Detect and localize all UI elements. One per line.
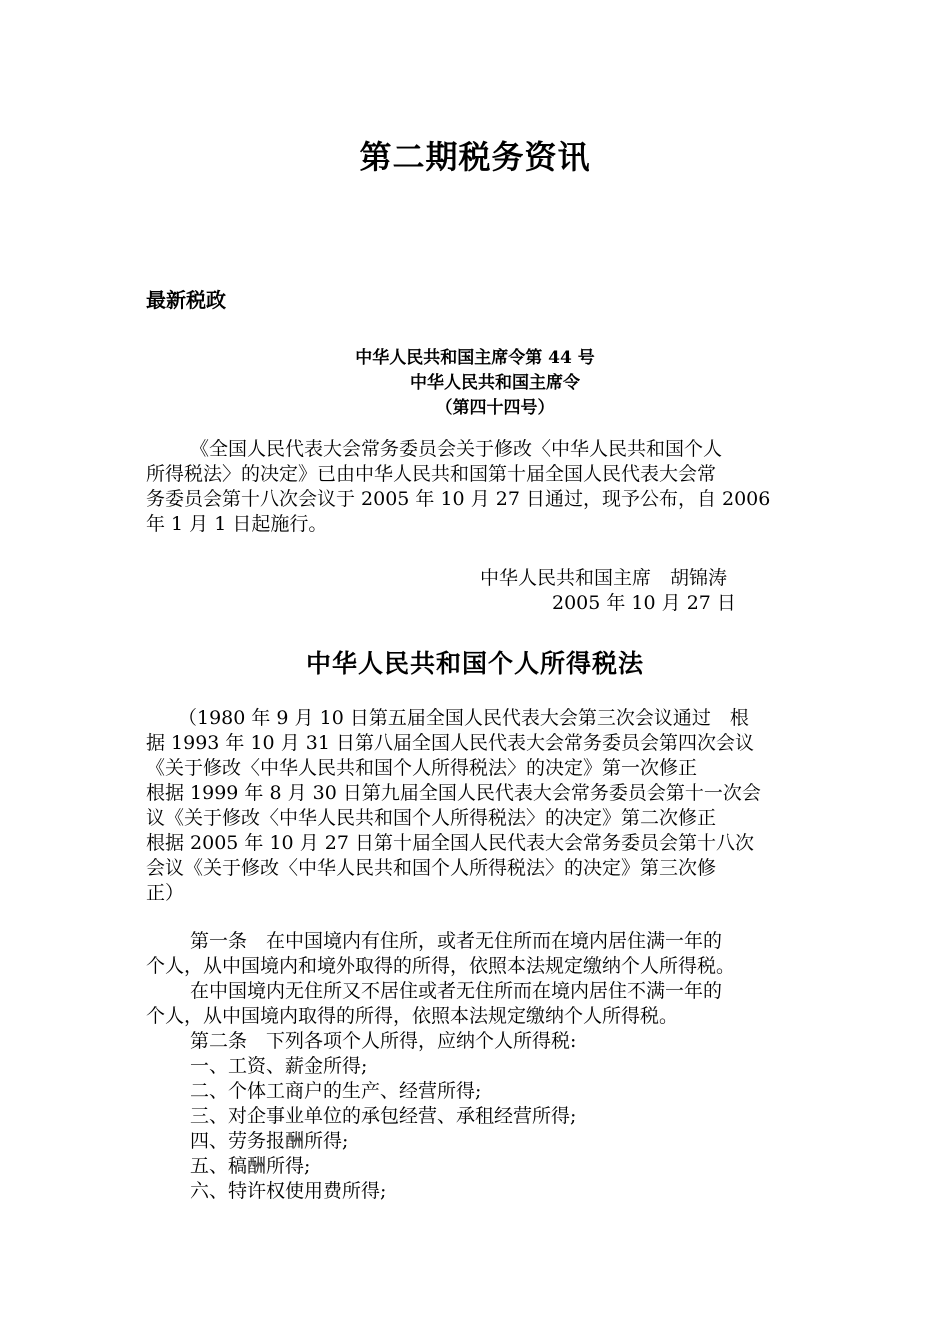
article-line: 第二条 下列各项个人所得，应纳个人所得税: (190, 1030, 577, 1052)
list-item: 二、个体工商户的生产、经营所得; (190, 1080, 482, 1102)
history-line: 据 1993 年 10 月 31 日第八届全国人民代表大会常务委员会第四次会议 (146, 732, 754, 754)
order-number: 中华人民共和国主席令第 44 号 (355, 348, 595, 368)
law-title: 中华人民共和国个人所得税法 (305, 649, 644, 678)
article-line: 第一条 在中国境内有住所，或者无住所而在境内居住满一年的 (190, 930, 723, 952)
announcement-line: 《全国人民代表大会常务委员会关于修改〈中华人民共和国个人 (190, 438, 723, 460)
signature-name: 中华人民共和国主席 胡锦涛 (480, 567, 728, 589)
list-item: 五、稿酬所得; (190, 1155, 311, 1177)
section-heading: 最新税政 (146, 288, 226, 312)
list-item: 六、特许权使用费所得; (190, 1180, 387, 1202)
list-item: 一、工资、薪金所得; (190, 1055, 368, 1077)
order-subheading: （第四十四号） (435, 398, 555, 418)
history-line: （1980 年 9 月 10 日第五届全国人民代表大会第三次会议通过 根 (178, 707, 749, 729)
article-line: 个人，从中国境内和境外取得的所得，依照本法规定缴纳个人所得税。 (146, 955, 736, 977)
history-line: 《关于修改〈中华人民共和国个人所得税法〉的决定》第一次修正 (146, 757, 698, 779)
list-item: 四、劳务报酬所得; (190, 1130, 349, 1152)
article-line: 在中国境内无住所又不居住或者无住所而在境内居住不满一年的 (190, 980, 723, 1002)
announcement-line: 所得税法〉的决定》已由中华人民共和国第十届全国人民代表大会常 (146, 463, 717, 485)
page-title: 第二期税务资讯 (359, 138, 591, 176)
announcement-line: 务委员会第十八次会议于 2005 年 10 月 27 日通过，现予公布，自 2006 (146, 488, 771, 510)
announcement-line: 年 1 月 1 日起施行。 (146, 513, 328, 535)
history-line: 正） (146, 882, 185, 904)
history-line: 根据 2005 年 10 月 27 日第十届全国人民代表大会常务委员会第十八次 (146, 832, 754, 854)
signature-date: 2005 年 10 月 27 日 (552, 592, 736, 614)
history-line: 根据 1999 年 8 月 30 日第九届全国人民代表大会常务委员会第十一次会 (146, 782, 761, 804)
order-heading: 中华人民共和国主席令 (410, 373, 580, 393)
history-line: 会议《关于修改〈中华人民共和国个人所得税法〉的决定》第三次修 (146, 857, 717, 879)
article-line: 个人，从中国境内取得的所得，依照本法规定缴纳个人所得税。 (146, 1005, 679, 1027)
list-item: 三、对企事业单位的承包经营、承租经营所得; (190, 1105, 577, 1127)
history-line: 议《关于修改〈中华人民共和国个人所得税法〉的决定》第二次修正 (146, 807, 717, 829)
